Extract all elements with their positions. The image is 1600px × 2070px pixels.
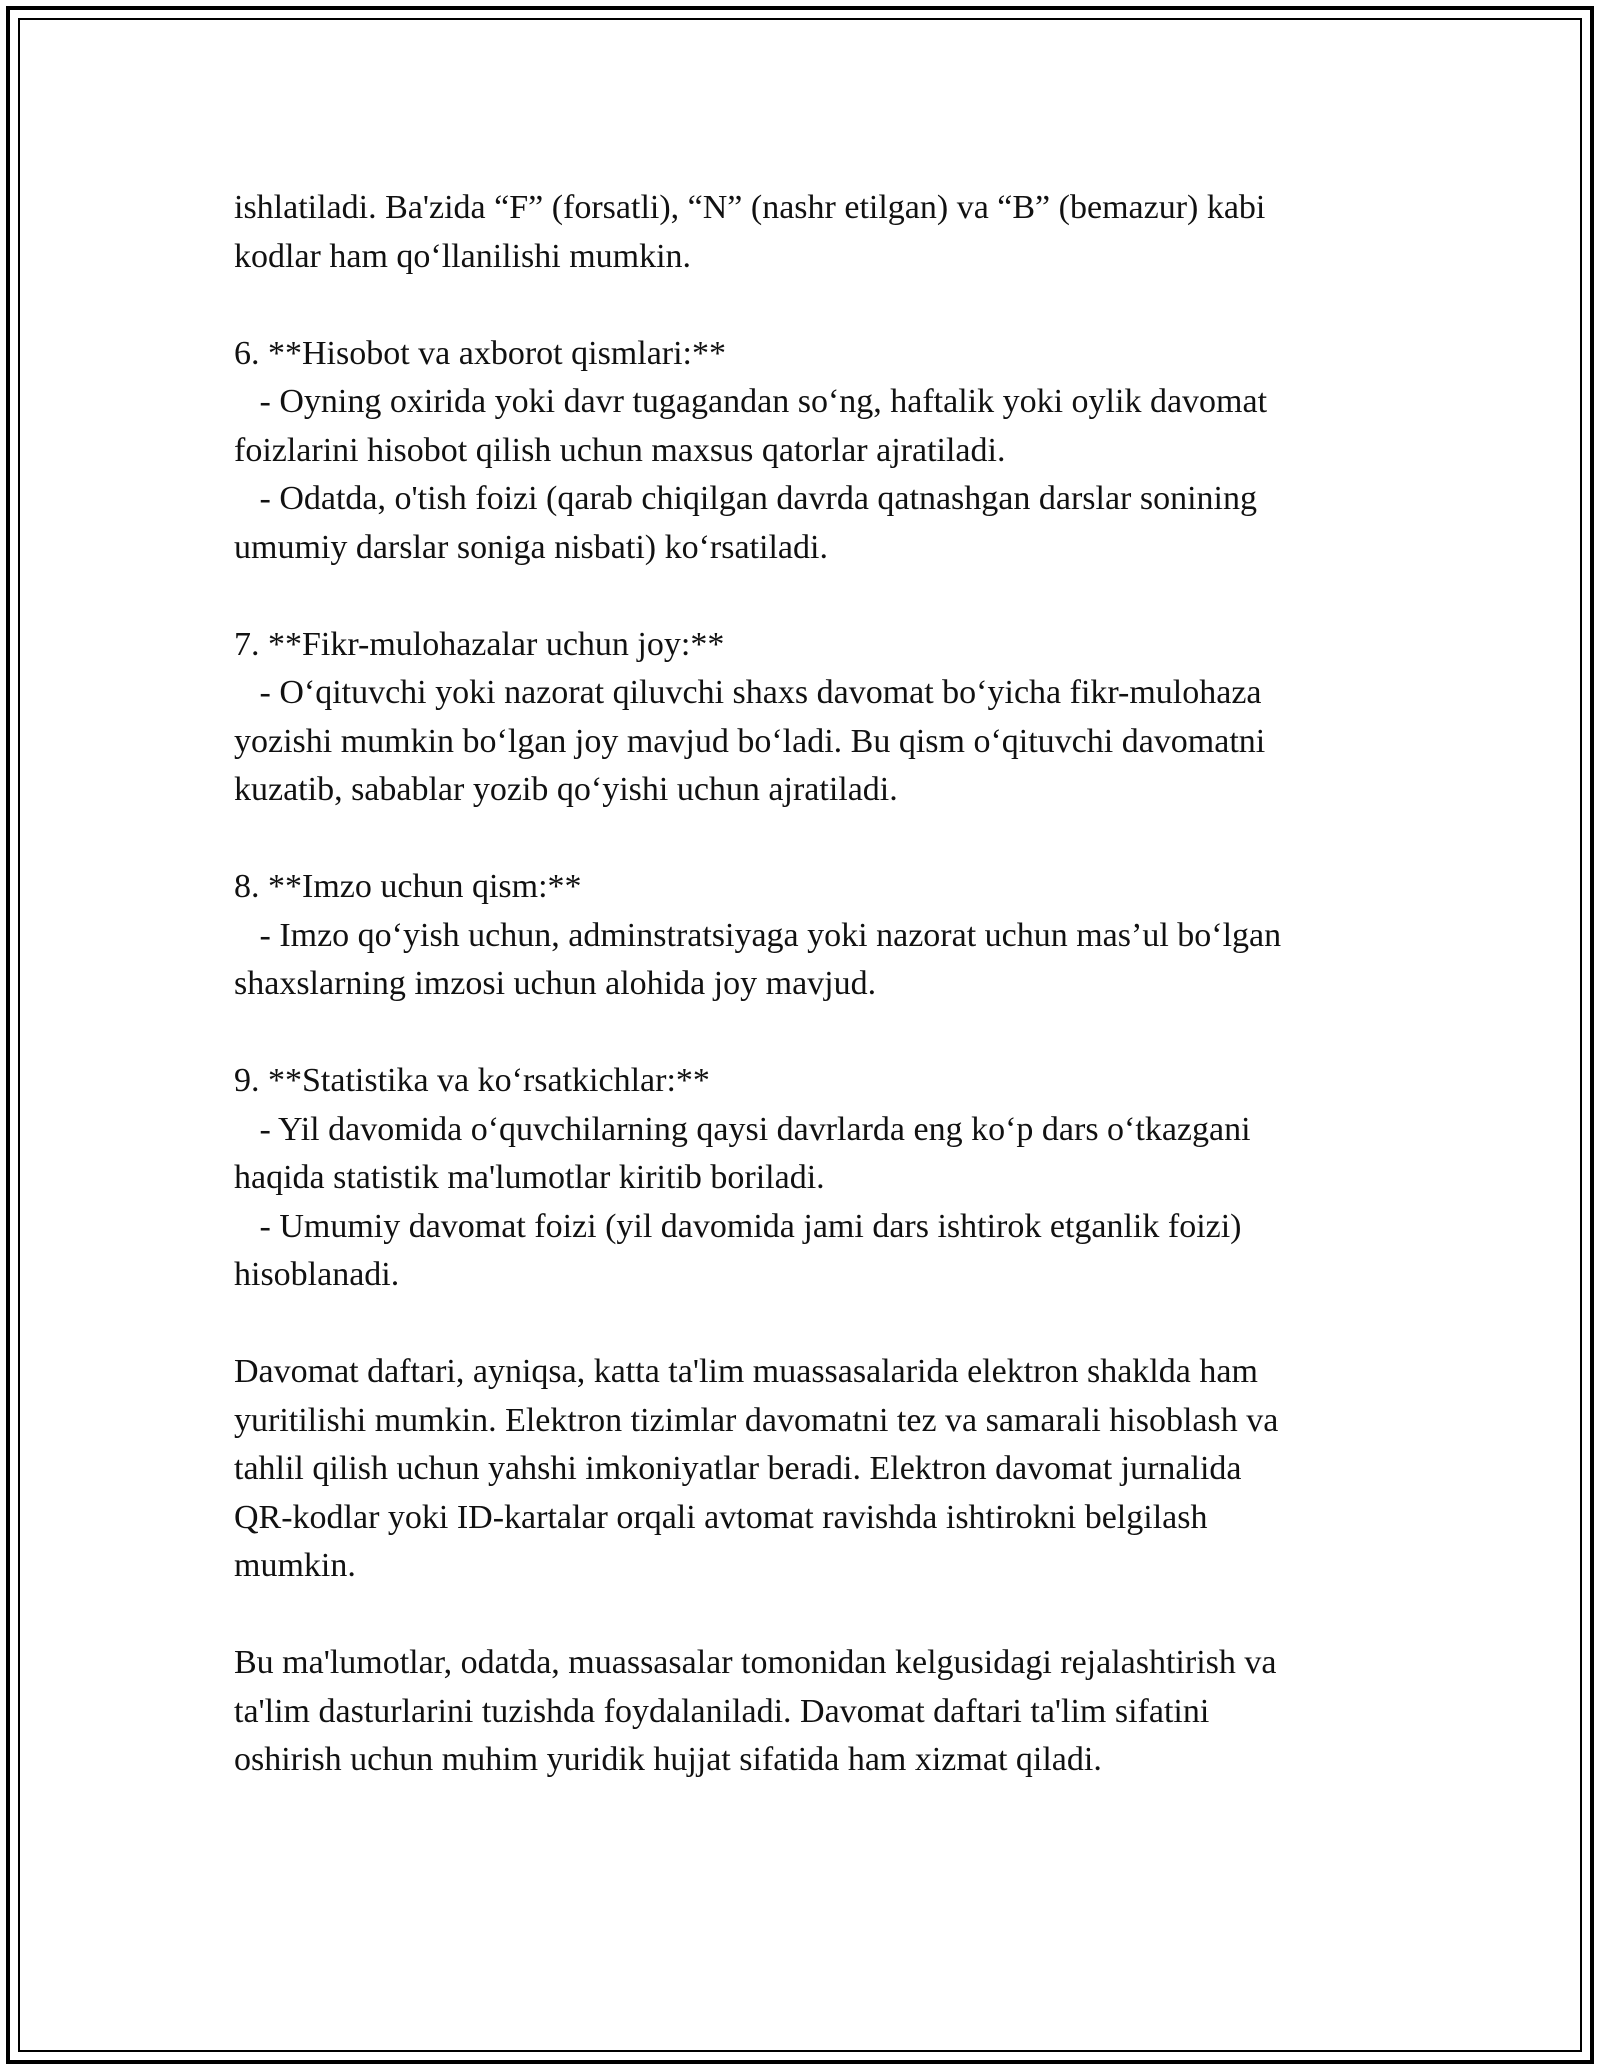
text-line: kuzatib, sabablar yozib qo‘yishi uchun ajratiladi. xyxy=(234,771,898,808)
section-6-reports xyxy=(234,330,1384,573)
text-line: mumkin. xyxy=(234,1547,356,1584)
section-heading: 8. **Imzo uchun qism:** xyxy=(234,868,582,905)
text-line: - Oyning oxirida yoki davr tugagandan so‘ng, haftalik yoki oylik davomat xyxy=(234,383,1268,420)
text-line: tahlil qilish uchun yahshi imkoniyatlar beradi. Elektron davomat jurnalida xyxy=(234,1450,1242,1487)
text-line: umumiy darslar soniga nisbati) ko‘rsatiladi. xyxy=(234,528,828,566)
paragraph-codes xyxy=(234,184,1384,281)
section-heading: 7. **Fikr-mulohazalar uchun joy:** xyxy=(234,625,725,663)
text-line: - O‘qituvchi yoki nazorat qiluvchi shaxs davomat bo‘yicha fikr-mulohaza xyxy=(234,674,1262,711)
text-line: - Odatda, o'tish foizi (qarab chiqilgan davrda qatnashgan darslar sonining xyxy=(234,480,1257,517)
text-line: Bu ma'lumotlar, odatda, muassasalar tomonidan kelgusidagi rejalashtirish va xyxy=(234,1644,1277,1681)
text-line: QR-kodlar yoki ID-kartalar orqali avtomat ravishda ishtirokni belgilash xyxy=(234,1498,1208,1536)
text-line: yuritilishi mumkin. Elektron tizimlar davomatni tez va samarali hisoblash va xyxy=(234,1401,1279,1439)
text-line: kodlar ham qo‘llanilishi mumkin. xyxy=(234,237,692,275)
text-line: - Imzo qo‘yish uchun, adminstratsiyaga yoki nazorat uchun mas’ul bo‘lgan xyxy=(234,916,1282,954)
text-line: - Umumiy davomat foizi (yil davomida jami dars ishtirok etganlik foizi) xyxy=(234,1207,1242,1245)
text-line: haqida statistik ma'lumotlar kiritib boriladi. xyxy=(234,1159,825,1196)
section-9-statistics xyxy=(234,1057,1384,1300)
section-8-signature xyxy=(234,863,1384,1009)
section-7-feedback xyxy=(234,621,1384,815)
text-line: - Yil davomida o‘quvchilarning qaysi davrlarda eng ko‘p dars o‘tkazgani xyxy=(234,1110,1251,1148)
text-line: hisoblanadi. xyxy=(234,1256,400,1293)
paragraph-electronic xyxy=(234,1348,1384,1591)
paragraph-conclusion xyxy=(234,1639,1384,1785)
text-line: ta'lim dasturlarini tuzishda foydalaniladi. Davomat daftari ta'lim sifatini xyxy=(234,1692,1210,1730)
section-heading: 6. **Hisobot va axborot qismlari:** xyxy=(234,334,727,372)
text-line: yozishi mumkin bo‘lgan joy mavjud bo‘ladi. Bu qism o‘qituvchi davomatni xyxy=(234,722,1266,760)
text-line: shaxslarning imzosi uchun alohida joy mavjud. xyxy=(234,965,877,1002)
document-body xyxy=(234,184,1384,1785)
text-line: ishlatiladi. Ba'zida “F” (forsatli), “N” (nashr etilgan) va “B” (bemazur) kabi xyxy=(234,189,1266,226)
section-heading: 9. **Statistika va ko‘rsatkichlar:** xyxy=(234,1062,710,1099)
text-line: oshirish uchun muhim yuridik hujjat sifatida ham xizmat qiladi. xyxy=(234,1741,1102,1778)
text-line: foizlarini hisobot qilish uchun maxsus qatorlar ajratiladi. xyxy=(234,431,1006,469)
text-line: Davomat daftari, ayniqsa, katta ta'lim muassasalarida elektron shaklda ham xyxy=(234,1353,1258,1390)
